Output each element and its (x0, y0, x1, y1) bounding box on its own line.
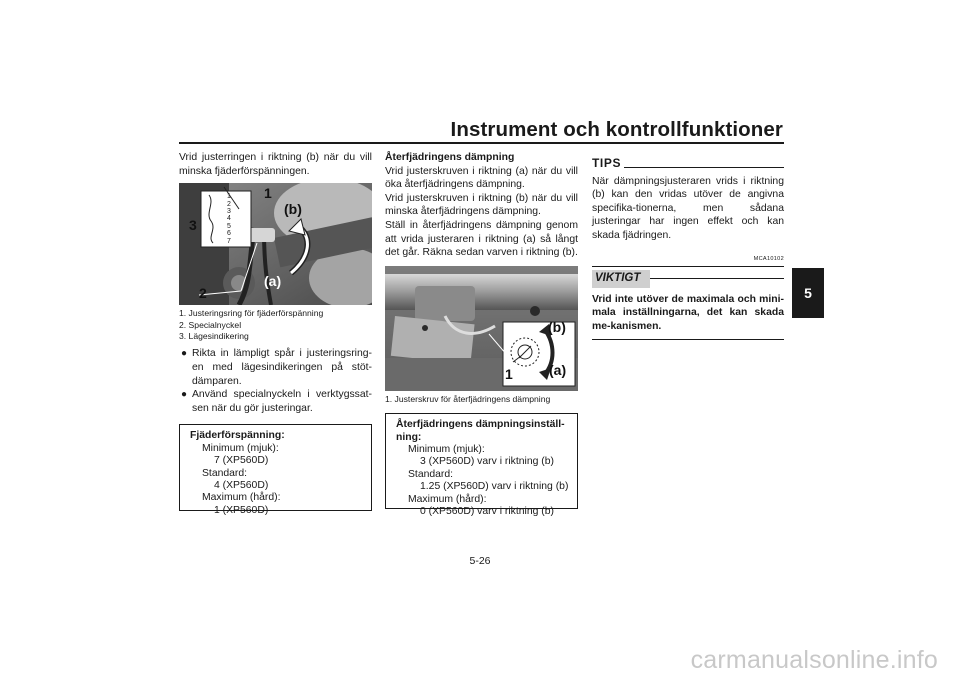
scale-mark: 4 (227, 215, 231, 223)
spec-label: Standard: (408, 468, 454, 480)
bullet-item: ● Använd specialnyckeln i verktygssat-sen när du gör justeringar. (181, 389, 372, 414)
callout-1: 1 (264, 185, 272, 202)
spec-box-preload (179, 424, 372, 516)
figure-caption: 1. Justerskruv för återfjädringens dämpning (385, 393, 551, 404)
bullet-icon: ● (181, 389, 188, 401)
spec-title: Återfjädringens dämpningsinställ-ning: (396, 419, 565, 443)
spec-value: 1.25 (XP560D) varv i riktning (b) (420, 481, 569, 493)
viktigt-text: Vrid inte utöver de maximala och mini-mala inställningarna, det kan skada me-kanismen. (592, 293, 784, 332)
divider (592, 266, 784, 267)
scale-mark: 6 (227, 230, 231, 238)
page-title: Instrument och kontrollfunktioner (450, 118, 783, 141)
paragraph: Vrid justerskruven i riktning (a) när du vill öka återfjädringens dämpning. (385, 165, 578, 191)
spec-title: Fjäderförspänning: (190, 430, 285, 442)
callout-a: (a) (264, 273, 282, 290)
paragraph: Vrid justerskruven i riktning (b) när du vill minska återfjädringens dämpning. (385, 192, 578, 218)
column-right (592, 151, 784, 340)
spec-label: Maximum (hård): (202, 492, 281, 504)
spec-label: Standard: (202, 467, 248, 479)
scale-mark: 2 (227, 200, 231, 208)
callout-b: (b) (548, 318, 566, 335)
bullet-icon: ● (181, 348, 188, 360)
tips-text: När dämpningsjusteraren vrids i riktning (b) kan den vridas utöver de angivna specifika-tionerna, men sådana justeringar har ingen effekt och kan skada fjädringen. (592, 175, 784, 241)
scale-mark: 3 (227, 208, 231, 215)
column-left (179, 151, 372, 516)
caption-item: 2. Specialnyckel (179, 319, 242, 330)
position-scale (227, 193, 231, 245)
page-number: 5-26 (469, 555, 491, 567)
callout-b: (b) (284, 201, 302, 218)
scale-mark: 5 (227, 222, 231, 230)
tips-header (592, 157, 784, 171)
reference-code: MCA10102 (753, 255, 784, 262)
viktigt-rule (650, 278, 784, 279)
intro-paragraph: Vrid justerringen i riktning (b) när du vill minska fjäderförspänningen. (179, 152, 372, 177)
callout-1: 1 (505, 365, 513, 382)
spec-label: Maximum (hård): (408, 493, 487, 505)
spec-value: 0 (XP560D) varv i riktning (b) (420, 506, 554, 517)
viktigt-label: VIKTIGT (592, 270, 650, 288)
viktigt-end-rule (592, 339, 784, 340)
spec-value: 4 (XP560D) (214, 480, 269, 491)
spec-value: 1 (XP560D) (214, 504, 269, 516)
scale-mark: 7 (227, 237, 231, 245)
watermark: carmanualsonline.info (690, 646, 938, 674)
callout-a: (a) (549, 361, 567, 378)
spec-label: Minimum (mjuk): (202, 442, 279, 454)
callout-2: 2 (199, 285, 207, 302)
viktigt-header (592, 270, 784, 288)
spec-label: Minimum (mjuk): (408, 443, 485, 455)
spec-value: 3 (XP560D) varv i riktning (b) (420, 456, 554, 468)
chapter-tab: 5 (792, 268, 824, 318)
spec-box-rebound (385, 413, 578, 517)
bullet-list (179, 347, 372, 415)
bullet-item: ● Rikta in lämpligt spår i justeringsring-en med lägesindikeringen på stöt-dämparen. (181, 348, 372, 387)
spec-value: 7 (XP560D) (214, 455, 269, 467)
scale-mark: 1 (227, 193, 231, 201)
tips-rule (624, 167, 784, 168)
paragraph: Ställ in återfjädringens dämpning genom att vrida justeraren i riktning (a) så långt det går. Räkna sedan varven i riktning (b). (385, 219, 578, 259)
callout-3: 3 (189, 217, 197, 234)
caption-item: 3. Lägesindikering (179, 331, 249, 341)
column-middle (385, 151, 578, 517)
header-rule (179, 142, 784, 144)
caption-item: 1. Justeringsring för fjäderförspänning (179, 308, 324, 319)
figure-captions (179, 308, 372, 342)
section-heading: Återfjädringens dämpning (385, 152, 515, 163)
preload-adjuster-photo (179, 183, 372, 305)
rebound-damping-photo (385, 266, 578, 391)
tips-label: TIPS (592, 156, 622, 170)
